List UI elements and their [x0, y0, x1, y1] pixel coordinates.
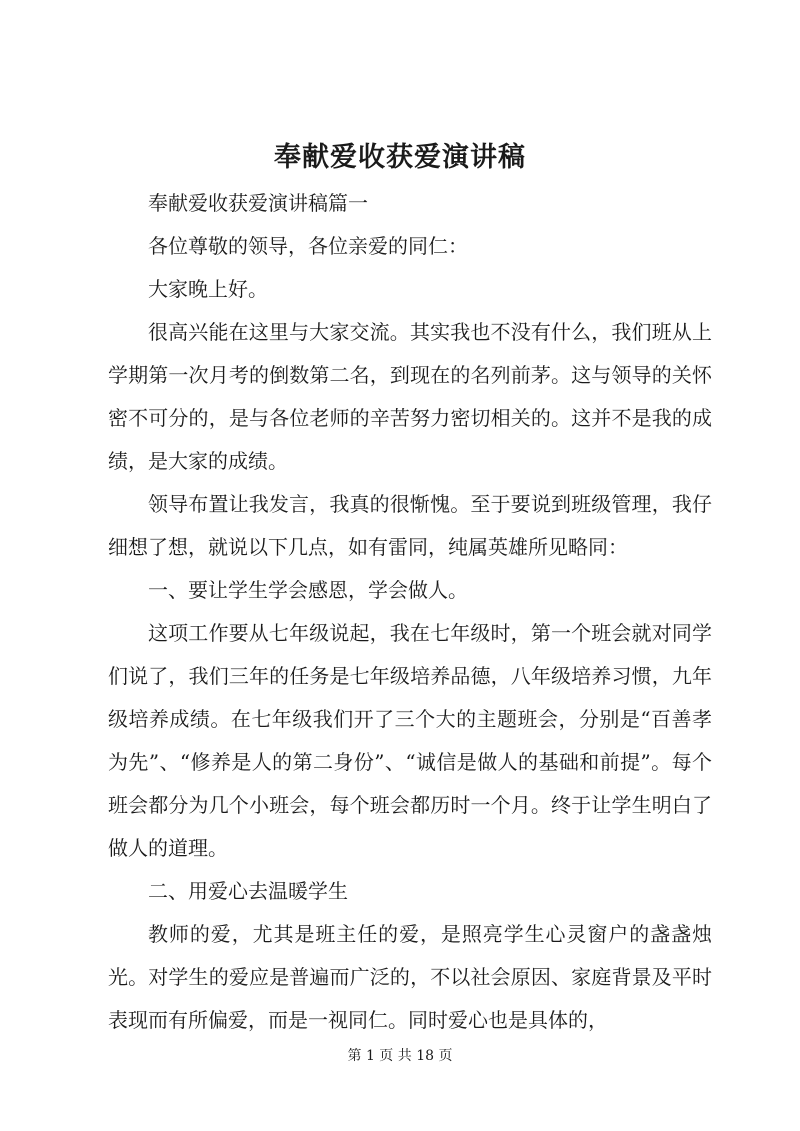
paragraph-intro: 很高兴能在这里与大家交流。其实我也不没有什么，我们班从上学期第一次月考的倒数第二名，到现在的名列前茅。这与领导的关怀密不可分的，是与各位老师的辛苦努力密切相关的。这并不是我的成绩，是大家的成绩。 — [108, 320, 712, 473]
paragraph-section-1: 这项工作要从七年级说起，我在七年级时，第一个班会就对同学们说了，我们三年的任务是七年级培养品德，八年级培养习惯，九年级培养成绩。在七年级我们开了三个大的主题班会，分别是“百善孝为先”、“修养是人的第二身份”、“诚信是做人的基础和前提”。每个班会都分为几个小班会，每个班会都历时一个月。终于让学生明白了做人的道理。 — [108, 621, 712, 860]
section-heading-1: 一、要让学生学会感恩，学会做人。 — [148, 578, 468, 602]
paragraph-greeting: 大家晚上好。 — [148, 277, 268, 301]
paragraph-subtitle: 奉献爱收获爱演讲稿篇一 — [148, 191, 368, 215]
paragraph-salutation: 各位尊敬的领导，各位亲爱的同仁： — [148, 234, 468, 258]
document-body — [108, 182, 712, 1042]
document-title: 奉献爱收获爱演讲稿 — [274, 142, 526, 173]
section-heading-2: 二、用爱心去温暖学生 — [148, 879, 348, 903]
paragraph-section-2: 教师的爱，尤其是班主任的爱，是照亮学生心灵窗户的盏盏烛光。对学生的爱应是普遍而广泛的，不以社会原因、家庭背景及平时表现而有所偏爱，而是一视同仁。同时爱心也是具体的， — [108, 922, 712, 1032]
page-footer: 第 1 页 共 18 页 — [347, 1048, 453, 1064]
paragraph-modesty: 领导布置让我发言，我真的很惭愧。至于要说到班级管理，我仔细想了想，就说以下几点，如有雷同，纯属英雄所见略同： — [108, 492, 712, 559]
